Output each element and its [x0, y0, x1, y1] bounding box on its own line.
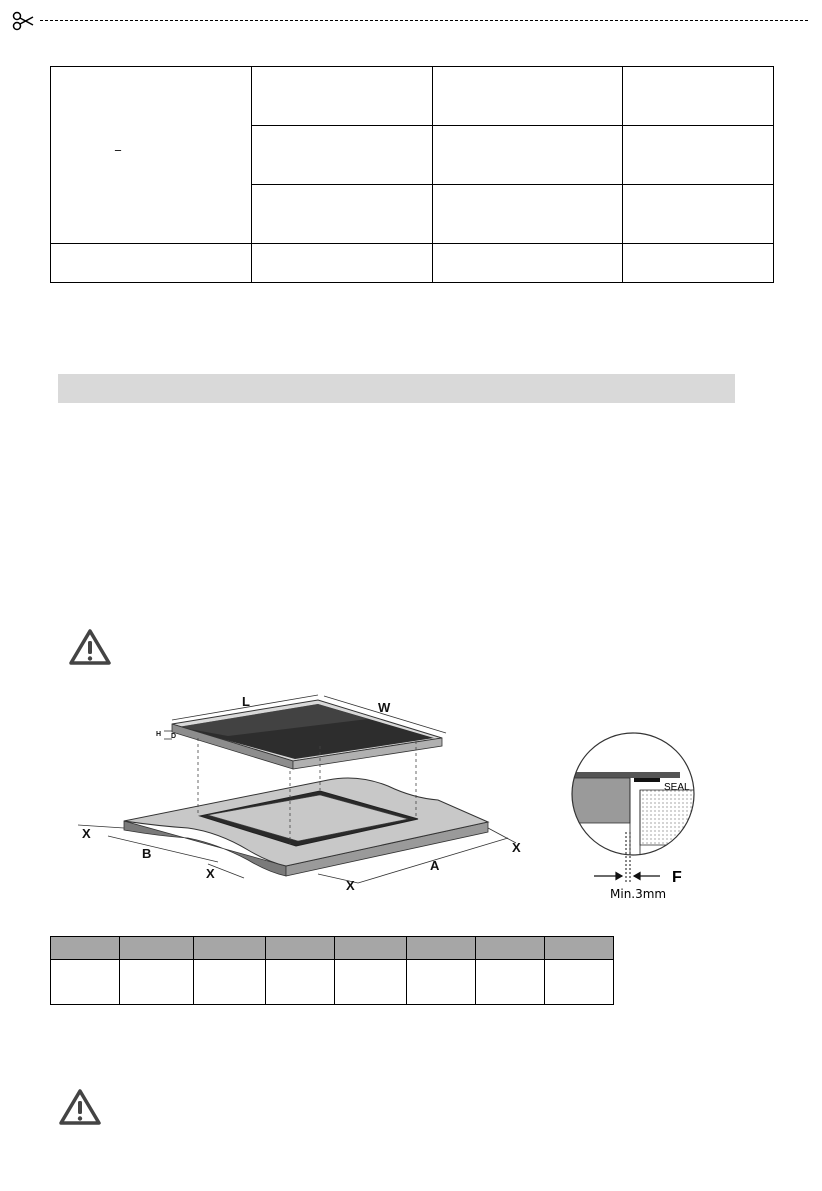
header-cell [266, 937, 335, 960]
table-header-row [51, 937, 614, 960]
table-cell [120, 960, 194, 1005]
table-cell [51, 960, 120, 1005]
table-cell [266, 960, 335, 1005]
header-cell [335, 937, 407, 960]
header-cell [51, 937, 120, 960]
table-cell [623, 126, 774, 185]
dimension-label-a: A [430, 858, 440, 873]
scissors-icon [12, 10, 34, 32]
table-cell [623, 67, 774, 126]
header-cell [545, 937, 614, 960]
warning-triangle-icon [58, 1088, 102, 1126]
table-row [51, 960, 614, 1005]
dimension-label-h: H [156, 731, 162, 738]
table-cell [51, 244, 252, 283]
min-gap-label: Min.3mm [610, 887, 667, 901]
dimension-label-b: B [142, 846, 152, 861]
dimension-label-l: L [242, 694, 250, 709]
table-row [51, 67, 774, 126]
underscore-mark: _ [115, 137, 121, 151]
header-cell [476, 937, 545, 960]
table-cell [252, 67, 433, 126]
dimension-label-w: W [378, 700, 391, 715]
installation-diagram [68, 686, 538, 896]
table-cell [51, 67, 252, 244]
table-cell [407, 960, 476, 1005]
cut-line [40, 20, 808, 21]
seal-detail-diagram [558, 722, 708, 904]
table-cell [252, 185, 433, 244]
spec-table [50, 66, 774, 283]
table-cell [335, 960, 407, 1005]
table-row [51, 244, 774, 283]
header-cell [194, 937, 266, 960]
section-heading-bar [58, 374, 735, 403]
dimension-label-x: X [82, 826, 91, 841]
gap-label: F [672, 869, 682, 886]
dimension-label-x: X [346, 878, 355, 893]
seal-label: SEAL [664, 782, 690, 793]
table-cell [623, 185, 774, 244]
table-cell [252, 244, 433, 283]
table-cell [252, 126, 433, 185]
table-cell [476, 960, 545, 1005]
table-cell [545, 960, 614, 1005]
table-cell [623, 244, 774, 283]
table-cell [433, 126, 623, 185]
table-cell [433, 185, 623, 244]
dimension-table [50, 936, 614, 1005]
dimension-label-x: X [512, 840, 521, 855]
header-cell [407, 937, 476, 960]
dimension-label-x: X [206, 866, 215, 881]
header-cell [120, 937, 194, 960]
table-cell [433, 244, 623, 283]
dimension-label-d: D [171, 733, 177, 740]
table-cell [433, 67, 623, 126]
warning-triangle-icon [68, 628, 112, 666]
table-cell [194, 960, 266, 1005]
